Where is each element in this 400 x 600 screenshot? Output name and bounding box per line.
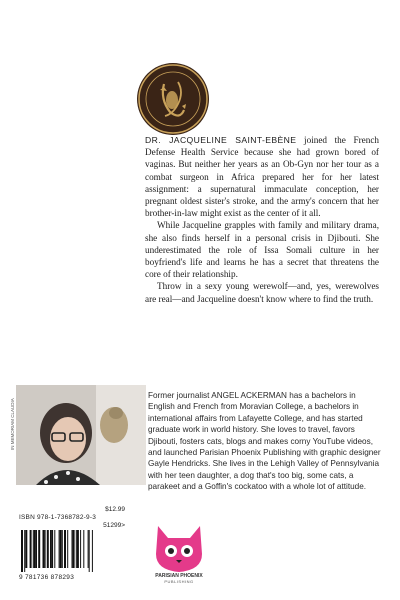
photo-credit: IN MEMORIAM CLAUDIA xyxy=(10,398,15,450)
isbn-barcode xyxy=(19,506,129,581)
blurb-paragraph-1: DR. JACQUELINE SAINT-EBÈNE joined the French Defense Health Service because she had grown bored of vaginas. But neither her years as an Ob-Gyn nor her tour as a combat surgeon in Africa prepared her for her latest assignment: a supernatural immaculate conception, her pregnant oldest sister's stroke, and the army's concern that her brother-in-law might exist as the center of it all. xyxy=(145,135,379,219)
publisher-name: PARISIAN PHOENIX xyxy=(155,573,203,579)
blurb-paragraph-2: While Jacqueline grapples with family and military drama, she also finds herself in a personal crisis in Djibouti. She underestimated the role of Issa Somali culture in her boyfriend's life and learns he has a secret that threatens the core of their relationship. xyxy=(145,220,379,280)
isbn-text: ISBN 978-1-7368782-9-3 xyxy=(19,514,97,521)
blurb-paragraph-3: Throw in a sexy young werewolf—and, yes, werewolves are real—and Jacqueline doesn't know where to find the truth. xyxy=(145,281,379,304)
publisher-logo-cat-icon xyxy=(150,520,208,580)
protagonist-name: DR. JACQUELINE SAINT-EBÈNE xyxy=(145,135,297,145)
price-code: 51299> xyxy=(103,522,125,529)
author-photo xyxy=(16,385,146,485)
barcode-bars-icon xyxy=(19,530,125,572)
price-label: $12.99 xyxy=(105,506,125,513)
back-cover-blurb xyxy=(145,134,379,305)
ean-number: 9 781736 878293 xyxy=(19,574,75,581)
publisher-tagline: PUBLISHING xyxy=(164,579,194,584)
author-portrait-icon xyxy=(16,385,146,485)
author-bio: Former journalist ANGEL ACKERMAN has a bachelors in English and French from Moravian College, a bachelors in international affairs from Lafayette College, and has started graduate work in world history. She loves to travel, favors Djibouti, fosters cats, blogs and makes corny YouTube videos, and launched Parisian Phoenix Publishing with graphic designer Gayle Hendricks. She lives in the Lehigh Valley of Pennsylvania with her teen daughter, a dog that's too big, some cats, a parakeet and a Goffin's cockatoo with a whole lot of attitude. xyxy=(148,391,381,492)
crest-emblem-icon xyxy=(134,60,212,138)
